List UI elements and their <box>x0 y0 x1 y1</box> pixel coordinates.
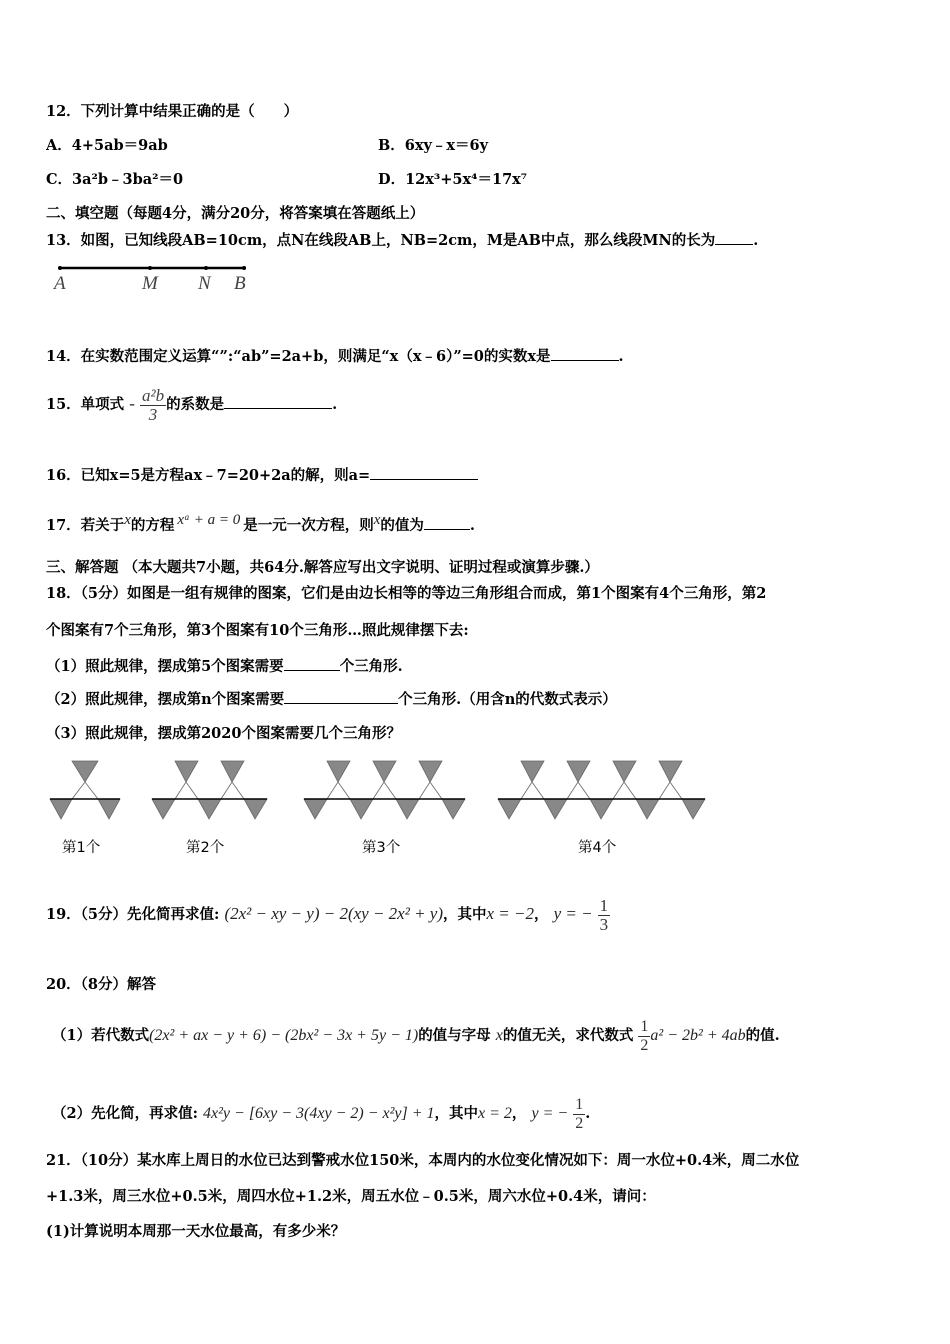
triangle <box>396 799 419 819</box>
label-b: B <box>234 273 246 294</box>
triangle <box>521 761 544 782</box>
q13-answer-blank[interactable] <box>715 230 753 245</box>
triangle <box>636 799 659 819</box>
triangle <box>613 782 636 799</box>
q19-x-value: x = −2 <box>486 904 534 923</box>
q20-part2-numerator: 1 <box>575 1095 584 1113</box>
triangle-pattern-figures <box>40 756 720 828</box>
q14-end: . <box>618 348 624 365</box>
label-m: M <box>142 273 158 294</box>
q19-y-value: y = − <box>553 904 593 923</box>
pattern-3 <box>304 761 465 819</box>
pattern-1 <box>50 761 120 819</box>
q21-line2: +1.3米，周三水位+0.5米，周四水位+1.2米，周五水位﹣0.5米，周六水位+0.4米，请问： <box>46 1188 656 1205</box>
q20-part2-mid: ，其中 <box>434 1105 479 1122</box>
q15-end: . <box>332 396 338 413</box>
q12-stem: 12．下列计算中结果正确的是（ ） <box>46 103 299 120</box>
q20-part1-target-expression: a² − 2b² + 4ab <box>650 1027 746 1044</box>
q20-part2-pre: （2）先化简，再求值: <box>52 1105 198 1122</box>
q18-sub1 <box>46 656 403 677</box>
q20-part1-mid2: 的值无关，求代数式 <box>502 1027 634 1044</box>
q13-end: . <box>753 232 759 249</box>
triangle <box>682 799 705 819</box>
caption-pattern-3: 第3个 <box>362 840 401 856</box>
q18-sub1-pre: （1）照此规律，摆成第5个图案需要 <box>46 658 284 675</box>
q19-expression: (2x² − xy − y) − 2(xy − 2x² + y) <box>224 904 443 923</box>
q12-option-d[interactable]: D．12x³+5x⁴＝17x⁷ <box>378 171 528 188</box>
q14-stem: 14．在实数范围定义运算“”:“ab”=2a+b，则满足“x（x﹣6）”=0的实数x是 <box>46 348 551 365</box>
q14-answer-blank[interactable] <box>551 346 619 361</box>
q17-p2: 的方程 <box>130 517 175 534</box>
q20-part2-sep: ， <box>511 1105 527 1122</box>
q15-numerator: a²b <box>141 385 165 405</box>
q18-sub2 <box>46 689 617 710</box>
q19-sep: ， <box>534 906 549 923</box>
q18-sub2-pre: （2）照此规律，摆成第n个图案需要 <box>46 691 285 708</box>
triangle <box>198 799 221 819</box>
triangle <box>613 761 636 782</box>
triangle <box>175 761 198 782</box>
triangle <box>304 799 327 819</box>
triangle <box>373 761 396 782</box>
triangle <box>221 782 244 799</box>
q17-answer-blank[interactable] <box>424 515 470 530</box>
triangle <box>72 761 98 782</box>
q20-half-numerator: 1 <box>640 1017 649 1035</box>
section-2-heading: 二、填空题（每题4分，满分20分，将答案填在答题纸上） <box>46 205 425 222</box>
q19-fraction <box>598 897 611 934</box>
q20-half-fraction <box>638 1018 650 1055</box>
q19-mid: ，其中 <box>443 906 487 923</box>
q20-part1-end: 的值. <box>745 1027 780 1044</box>
q20-part1 <box>52 1016 780 1056</box>
triangle <box>567 761 590 782</box>
q20-part2-x-value: x = 2 <box>478 1105 512 1122</box>
triangle <box>521 782 544 799</box>
label-a: A <box>54 273 66 294</box>
triangle <box>327 761 350 782</box>
triangle <box>221 761 244 782</box>
point-a <box>58 266 62 270</box>
q20-part2-end: . <box>585 1105 591 1122</box>
q20-part2-y-value: y = − <box>531 1105 569 1122</box>
segment-figure <box>50 260 260 294</box>
triangle <box>659 782 682 799</box>
q13-stem: 13．如图，已知线段AB=10cm，点N在线段AB上，NB=2cm，M是AB中点，那么线段MN的长为 <box>46 232 716 249</box>
triangle <box>442 799 465 819</box>
q15-text <box>46 386 337 424</box>
q20-part2-fraction <box>573 1096 585 1133</box>
triangle <box>567 782 590 799</box>
caption-pattern-2: 第2个 <box>186 840 225 856</box>
section-3-heading: 三、解答题 （本大题共7小题，共64分.解答应写出文字说明、证明过程或演算步骤.） <box>46 559 599 576</box>
q20-half-denominator: 2 <box>640 1036 649 1054</box>
q18-line1: 18．（5分）如图是一组有规律的图案，它们是由边长相等的等边三角形组合而成，第1个图案有4个三角形，第2 <box>46 585 767 602</box>
q20-part2 <box>52 1094 590 1134</box>
q18-sub1-blank[interactable] <box>284 656 340 671</box>
triangle <box>498 799 521 819</box>
q20-part1-pre: （1）若代数式 <box>52 1027 150 1044</box>
q15-answer-blank[interactable] <box>224 394 332 409</box>
q17-text <box>46 510 475 536</box>
q19-numerator: 1 <box>599 895 609 915</box>
triangle <box>373 782 396 799</box>
triangle <box>659 761 682 782</box>
caption-pattern-4: 第4个 <box>578 840 617 856</box>
q15-stem: 15．单项式 <box>46 396 125 413</box>
q13-text <box>46 230 758 251</box>
triangle <box>50 799 72 819</box>
q12-option-a[interactable]: A．4+5ab＝9ab <box>46 137 168 154</box>
q19-stem: 19．（5分）先化简再求值: <box>46 906 220 923</box>
q19-denominator: 3 <box>599 914 609 934</box>
q18-line2: 个图案有7个三角形，第3个图案有10个三角形…照此规律摆下去: <box>46 622 469 639</box>
point-n <box>204 266 208 270</box>
q12-option-b[interactable]: B．6xy﹣x＝6y <box>378 137 489 154</box>
triangle <box>98 799 120 819</box>
q17-p1: 17．若关于 <box>46 517 125 534</box>
q18-sub1-post: 个三角形. <box>339 658 403 675</box>
label-n: N <box>198 273 211 294</box>
q15-fraction <box>140 387 166 424</box>
q15-denominator: 3 <box>148 404 158 424</box>
q12-option-c[interactable]: C．3a²b﹣3ba²＝0 <box>46 171 184 188</box>
q18-sub2-blank[interactable] <box>284 689 398 704</box>
q16-stem: 16．已知x=5是方程ax﹣7=20+2a的解，则a= <box>46 467 371 484</box>
pattern-2 <box>152 761 267 819</box>
q20-part2-denominator: 2 <box>575 1114 584 1132</box>
q16-text <box>46 465 478 486</box>
triangle <box>419 782 442 799</box>
q20-part1-expression: (2x² + ax − y + 6) − (2bx² − 3x + 5y − 1) <box>149 1027 419 1044</box>
triangle <box>72 782 98 799</box>
q17-var-x2: x <box>373 512 381 528</box>
triangle <box>590 799 613 819</box>
q15-post: 的系数是 <box>166 396 225 413</box>
caption-pattern-1: 第1个 <box>62 840 101 856</box>
q18-sub3: （3）照此规律，摆成第2020个图案需要几个三角形？ <box>46 725 401 742</box>
q15-minus: - <box>129 394 135 413</box>
q20-part1-var-x: x <box>495 1027 503 1044</box>
q20-part1-mid: 的值与字母 <box>418 1027 491 1044</box>
triangle <box>244 799 267 819</box>
q20-heading: 20．（8分）解答 <box>46 976 157 993</box>
triangle <box>327 782 350 799</box>
triangle <box>544 799 567 819</box>
q17-end: . <box>469 517 475 534</box>
q17-equation: xᵃ + a = 0 <box>177 512 241 528</box>
q17-p4: 的值为 <box>380 517 424 534</box>
q19-text <box>46 896 610 934</box>
triangle <box>419 761 442 782</box>
pattern-4 <box>498 761 705 819</box>
q14-text <box>46 346 624 367</box>
q21-line1: 21．（10分）某水库上周日的水位已达到警戒水位150米，本周内的水位变化情况如下：周一水位+0.4米，周二水位 <box>46 1152 800 1169</box>
q17-p3: 是一元一次方程，则 <box>243 517 374 534</box>
triangle <box>152 799 175 819</box>
triangle <box>350 799 373 819</box>
q18-sub2-post: 个三角形.（用含n的代数式表示） <box>398 691 617 708</box>
q17-var-x: x <box>124 512 131 528</box>
q16-answer-blank[interactable] <box>370 465 478 480</box>
q20-part2-expression: 4x²y − [6xy − 3(4xy − 2) − x²y] + 1 <box>203 1105 435 1122</box>
point-b <box>242 266 246 270</box>
triangle <box>175 782 198 799</box>
q21-line3: (1)计算说明本周那一天水位最高，有多少米？ <box>46 1223 346 1240</box>
point-m <box>148 266 152 270</box>
